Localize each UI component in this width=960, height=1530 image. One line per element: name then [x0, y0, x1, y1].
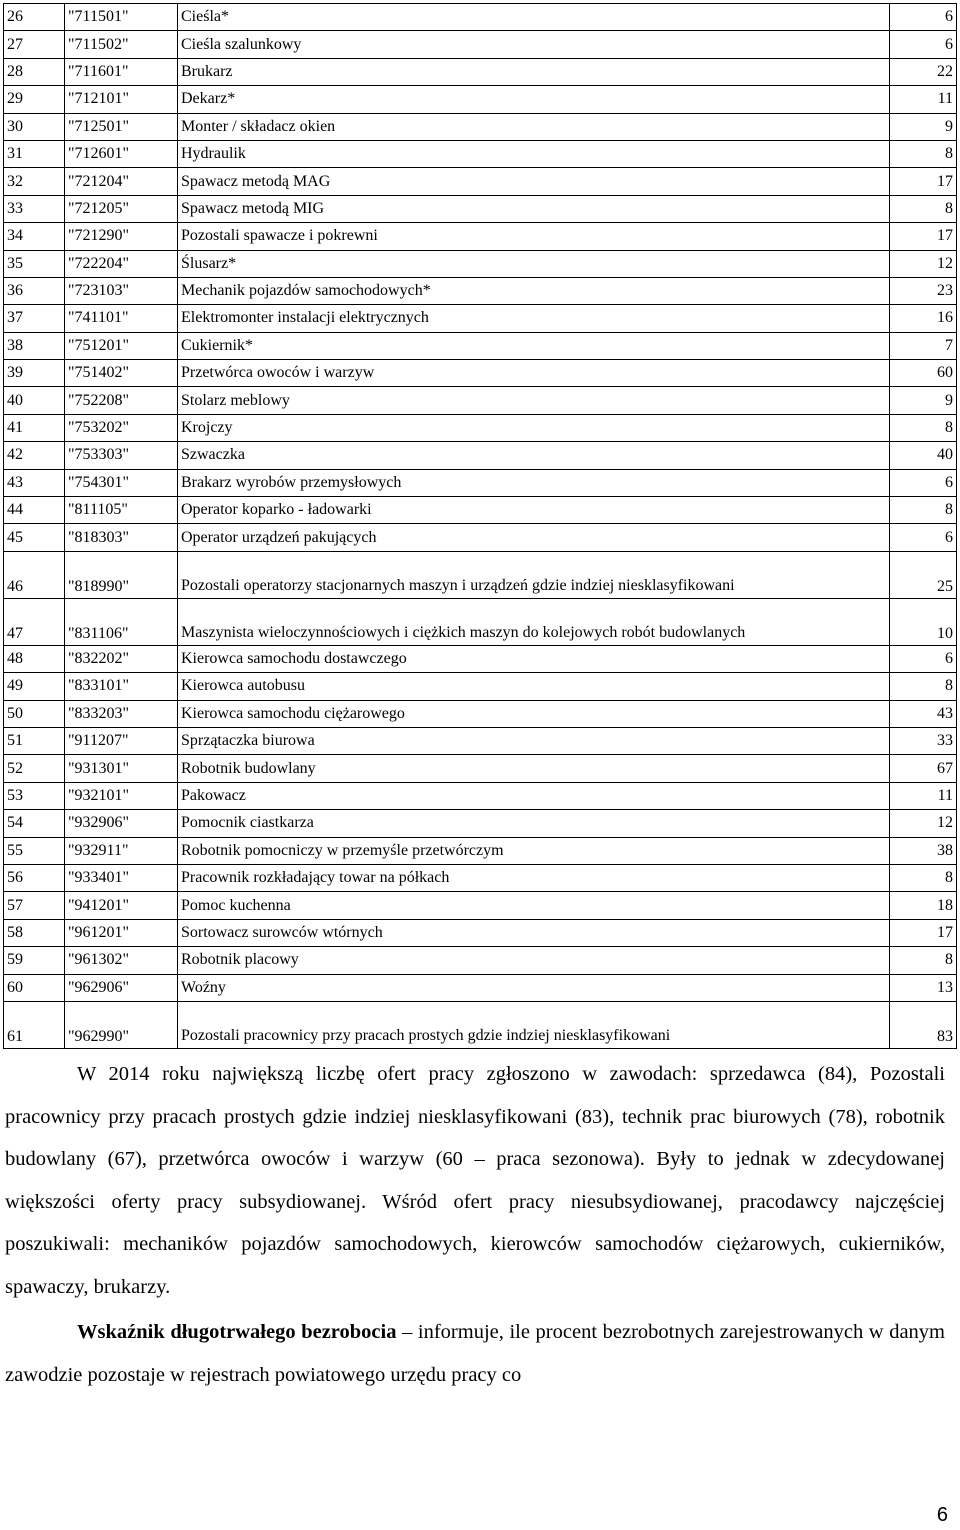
table-row [4, 195, 957, 222]
table-row [4, 223, 957, 250]
offer-count: 8 [890, 497, 957, 524]
table-row [4, 414, 957, 441]
offer-count: 17 [890, 919, 957, 946]
row-number: 46 [4, 551, 65, 598]
occupation-name: Pomoc kuchenna [178, 892, 890, 919]
table-row [4, 140, 957, 167]
occupation-code: "931301" [65, 755, 178, 782]
table-row [4, 551, 957, 598]
offer-count: 8 [890, 947, 957, 974]
row-number: 57 [4, 892, 65, 919]
table-row [4, 4, 957, 31]
row-number: 49 [4, 673, 65, 700]
occupation-code: "932101" [65, 782, 178, 809]
occupation-code: "961302" [65, 947, 178, 974]
row-number: 38 [4, 332, 65, 359]
row-number: 55 [4, 837, 65, 864]
occupation-name: Stolarz meblowy [178, 387, 890, 414]
occupation-code: "831106" [65, 598, 178, 645]
row-number: 58 [4, 919, 65, 946]
occupation-code: "711501" [65, 4, 178, 31]
offer-count: 9 [890, 387, 957, 414]
occupations-table-body [4, 4, 957, 1049]
occupation-name: Pozostali operatorzy stacjonarnych maszyn i urządzeń gdzie indziej niesklasyfikowani [178, 551, 890, 598]
occupation-name: Przetwórca owoców i warzyw [178, 360, 890, 387]
row-number: 47 [4, 598, 65, 645]
occupation-code: "941201" [65, 892, 178, 919]
occupation-code: "711502" [65, 31, 178, 58]
occupation-code: "751201" [65, 332, 178, 359]
offer-count: 6 [890, 469, 957, 496]
table-row [4, 727, 957, 754]
summary-paragraph [5, 1053, 945, 1309]
occupation-name: Elektromonter instalacji elektrycznych [178, 305, 890, 332]
row-number: 48 [4, 645, 65, 672]
table-row [4, 469, 957, 496]
occupation-code: "712101" [65, 86, 178, 113]
table-row [4, 277, 957, 304]
occupation-name: Pakowacz [178, 782, 890, 809]
table-row [4, 919, 957, 946]
occupation-code: "752208" [65, 387, 178, 414]
occupation-code: "711601" [65, 58, 178, 85]
table-row [4, 598, 957, 645]
row-number: 30 [4, 113, 65, 140]
table-row [4, 58, 957, 85]
offer-count: 67 [890, 755, 957, 782]
offer-count: 33 [890, 727, 957, 754]
offer-count: 7 [890, 332, 957, 359]
offer-count: 22 [890, 58, 957, 85]
occupation-code: "933401" [65, 864, 178, 891]
occupation-code: "832202" [65, 645, 178, 672]
occupation-name: Cukiernik* [178, 332, 890, 359]
row-number: 61 [4, 1001, 65, 1048]
occupation-code: "911207" [65, 727, 178, 754]
row-number: 31 [4, 140, 65, 167]
table-row [4, 974, 957, 1001]
offer-count: 40 [890, 442, 957, 469]
row-number: 43 [4, 469, 65, 496]
table-row [4, 700, 957, 727]
occupation-code: "712501" [65, 113, 178, 140]
occupation-name: Robotnik placowy [178, 947, 890, 974]
occupation-code: "721204" [65, 168, 178, 195]
table-row [4, 332, 957, 359]
occupation-name: Sortowacz surowców wtórnych [178, 919, 890, 946]
occupation-name: Mechanik pojazdów samochodowych* [178, 277, 890, 304]
indicator-term: Wskaźnik długotrwałego bezrobocia [77, 1321, 397, 1343]
offer-count: 8 [890, 864, 957, 891]
occupation-code: "721205" [65, 195, 178, 222]
occupation-code: "751402" [65, 360, 178, 387]
table-row [4, 1001, 957, 1048]
table-row [4, 86, 957, 113]
occupation-name: Maszynista wieloczynnościowych i ciężkich maszyn do kolejowych robót budowlanych [178, 598, 890, 645]
row-number: 42 [4, 442, 65, 469]
occupation-code: "962990" [65, 1001, 178, 1048]
row-number: 51 [4, 727, 65, 754]
occupation-code: "833101" [65, 673, 178, 700]
occupations-table [3, 3, 957, 1049]
table-row [4, 837, 957, 864]
offer-count: 8 [890, 414, 957, 441]
occupation-name: Robotnik budowlany [178, 755, 890, 782]
table-row [4, 360, 957, 387]
summary-paragraph-text: W 2014 roku największą liczbę ofert pracy zgłoszono w zawodach: sprzedawca (84), Pozostali pracownicy przy pracach prostych gdzie indziej niesklasyfikowani (83), technik prac biurowych (78), robotnik budowlany (67), przetwórca owoców i warzyw (60 – praca sezonowa). Były to jednak w zdecydowanej większości oferty pracy subsydiowanej. Wśród ofert pracy niesubsydiowanej, pracodawcy najczęściej poszukiwali: mechaników pojazdów samochodowych, kierowców samochodów ciężarowych, cukierników, spawaczy, brukarzy. [5, 1063, 945, 1298]
table-row [4, 250, 957, 277]
table-row [4, 31, 957, 58]
offer-count: 11 [890, 782, 957, 809]
offer-count: 6 [890, 4, 957, 31]
occupation-name: Robotnik pomocniczy w przemyśle przetwórczym [178, 837, 890, 864]
occupation-code: "721290" [65, 223, 178, 250]
occupation-code: "818990" [65, 551, 178, 598]
row-number: 26 [4, 4, 65, 31]
occupation-name: Cieśla szalunkowy [178, 31, 890, 58]
occupation-code: "833203" [65, 700, 178, 727]
offer-count: 17 [890, 223, 957, 250]
occupation-name: Pozostali pracownicy przy pracach prostych gdzie indziej niesklasyfikowani [178, 1001, 890, 1048]
table-row [4, 645, 957, 672]
occupation-code: "723103" [65, 277, 178, 304]
occupation-code: "741101" [65, 305, 178, 332]
occupation-name: Ślusarz* [178, 250, 890, 277]
occupation-code: "932911" [65, 837, 178, 864]
occupation-name: Krojczy [178, 414, 890, 441]
offer-count: 12 [890, 810, 957, 837]
row-number: 35 [4, 250, 65, 277]
row-number: 41 [4, 414, 65, 441]
offer-count: 8 [890, 140, 957, 167]
offer-count: 11 [890, 86, 957, 113]
offer-count: 6 [890, 31, 957, 58]
occupation-name: Brukarz [178, 58, 890, 85]
offer-count: 43 [890, 700, 957, 727]
row-number: 50 [4, 700, 65, 727]
offer-count: 10 [890, 598, 957, 645]
occupation-name: Spawacz metodą MAG [178, 168, 890, 195]
row-number: 59 [4, 947, 65, 974]
occupation-name: Operator urządzeń pakujących [178, 524, 890, 551]
offer-count: 83 [890, 1001, 957, 1048]
table-row [4, 113, 957, 140]
occupation-name: Pozostali spawacze i pokrewni [178, 223, 890, 250]
occupation-code: "932906" [65, 810, 178, 837]
offer-count: 18 [890, 892, 957, 919]
row-number: 40 [4, 387, 65, 414]
occupation-name: Pomocnik ciastkarza [178, 810, 890, 837]
offer-count: 13 [890, 974, 957, 1001]
occupation-code: "811105" [65, 497, 178, 524]
offer-count: 60 [890, 360, 957, 387]
row-number: 44 [4, 497, 65, 524]
indicator-definition: – informuje, ile procent bezrobotnych zarejestrowanych w danym zawodzie pozostaje w rejestrach powiatowego urzędu pracy co [5, 1321, 945, 1386]
occupation-code: "753202" [65, 414, 178, 441]
table-row [4, 305, 957, 332]
offer-count: 6 [890, 645, 957, 672]
row-number: 37 [4, 305, 65, 332]
offer-count: 25 [890, 551, 957, 598]
table-row [4, 168, 957, 195]
offer-count: 12 [890, 250, 957, 277]
offer-count: 9 [890, 113, 957, 140]
row-number: 60 [4, 974, 65, 1001]
offer-count: 6 [890, 524, 957, 551]
occupation-name: Monter / składacz okien [178, 113, 890, 140]
row-number: 28 [4, 58, 65, 85]
offer-count: 16 [890, 305, 957, 332]
long-term-unemployment-paragraph [5, 1311, 945, 1396]
occupation-name: Woźny [178, 974, 890, 1001]
occupation-name: Kierowca samochodu ciężarowego [178, 700, 890, 727]
occupation-name: Kierowca samochodu dostawczego [178, 645, 890, 672]
table-row [4, 524, 957, 551]
table-row [4, 782, 957, 809]
occupation-code: "961201" [65, 919, 178, 946]
occupation-code: "818303" [65, 524, 178, 551]
row-number: 27 [4, 31, 65, 58]
table-row [4, 387, 957, 414]
occupation-code: "754301" [65, 469, 178, 496]
row-number: 52 [4, 755, 65, 782]
offer-count: 23 [890, 277, 957, 304]
occupation-name: Szwaczka [178, 442, 890, 469]
row-number: 29 [4, 86, 65, 113]
occupation-code: "722204" [65, 250, 178, 277]
row-number: 53 [4, 782, 65, 809]
row-number: 54 [4, 810, 65, 837]
occupation-name: Hydraulik [178, 140, 890, 167]
offer-count: 8 [890, 195, 957, 222]
occupation-code: "712601" [65, 140, 178, 167]
table-row [4, 673, 957, 700]
occupation-name: Operator koparko - ładowarki [178, 497, 890, 524]
page-number: 6 [936, 1504, 948, 1526]
occupation-code: "962906" [65, 974, 178, 1001]
occupation-name: Kierowca autobusu [178, 673, 890, 700]
row-number: 32 [4, 168, 65, 195]
row-number: 39 [4, 360, 65, 387]
table-row [4, 810, 957, 837]
occupation-name: Spawacz metodą MIG [178, 195, 890, 222]
row-number: 36 [4, 277, 65, 304]
table-row [4, 442, 957, 469]
offer-count: 38 [890, 837, 957, 864]
row-number: 45 [4, 524, 65, 551]
occupation-name: Cieśla* [178, 4, 890, 31]
table-row [4, 755, 957, 782]
occupation-name: Brakarz wyrobów przemysłowych [178, 469, 890, 496]
row-number: 56 [4, 864, 65, 891]
occupation-name: Pracownik rozkładający towar na półkach [178, 864, 890, 891]
table-row [4, 947, 957, 974]
occupation-code: "753303" [65, 442, 178, 469]
table-row [4, 864, 957, 891]
offer-count: 17 [890, 168, 957, 195]
occupation-name: Dekarz* [178, 86, 890, 113]
occupation-name: Sprzątaczka biurowa [178, 727, 890, 754]
table-row [4, 497, 957, 524]
table-row [4, 892, 957, 919]
row-number: 34 [4, 223, 65, 250]
offer-count: 8 [890, 673, 957, 700]
row-number: 33 [4, 195, 65, 222]
